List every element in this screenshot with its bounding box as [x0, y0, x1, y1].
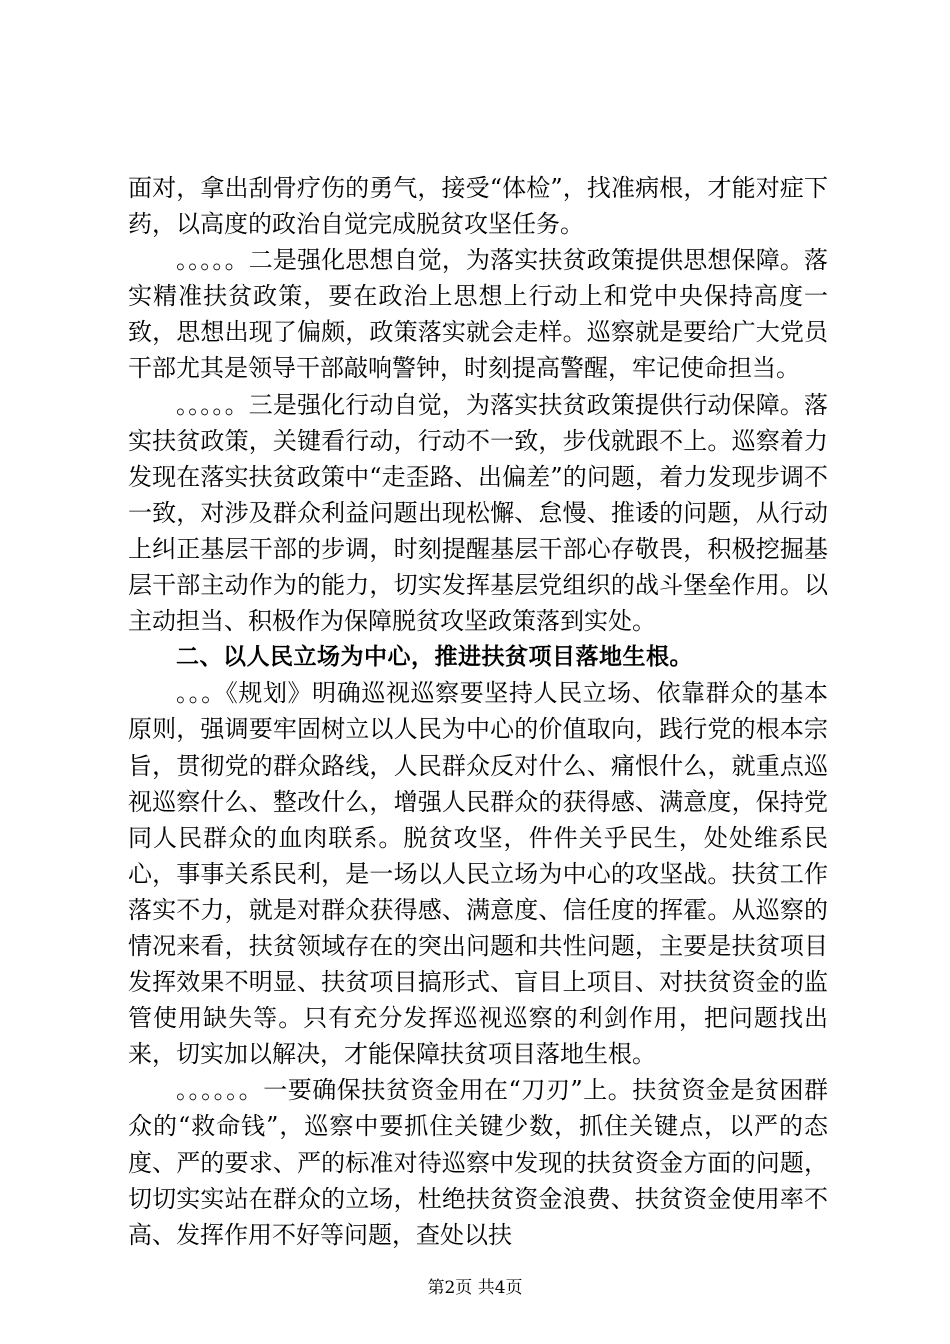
- paragraph-3: 。。。。。三是强化行动自觉，为落实扶贫政策提供行动保障。落实扶贫政策，关键看行动，行动不一致，步伐就跟不上。巡察着力发现在落实扶贫政策中“走歪路、出偏差”的问题，着力发现步调不一致，对涉及群众利益问题出现松懈、怠慢、推诿的问题，从行动上纠正基层干部的步调，时刻提醒基层干部心存敬畏，积极挖掘基层干部主动作为的能力，切实发挥基层党组织的战斗堡垒作用。以主动担当、积极作为保障脱贫攻坚政策落到实处。: [128, 390, 828, 636]
- section-heading: 二、以人民立场为中心，推进扶贫项目落地生根。: [176, 644, 693, 671]
- page-footer: 第2页 共4页: [427, 1278, 523, 1298]
- paragraph-4: 。。。《规划》明确巡视巡察要坚持人民立场、依靠群众的基本原则，强调要牢固树立以人民为中心的价值取向，践行党的根本宗旨，贯彻党的群众路线，人民群众反对什么、痛恨什么，就重点巡视巡察什么、整改什么，增强人民群众的获得感、满意度，保持党同人民群众的血肉联系。脱贫攻坚，件件关乎民生，处处维系民心，事事关系民利，是一场以人民立场为中心的攻坚战。扶贫工作落实不力，就是对群众获得感、满意度、信任度的挥霍。从巡察的情况来看，扶贫领域存在的突出问题和共性问题，主要是扶贫项目发挥效果不明显、扶贫项目搞形式、盲目上项目、对扶贫资金的监管使用缺失等。只有充分发挥巡视巡察的利剑作用，把问题找出来，切实加以解决，才能保障扶贫项目落地生根。: [128, 679, 828, 1069]
- paragraph-1: 面对，拿出刮骨疗伤的勇气，接受“体检”，找准病根，才能对症下药，以高度的政治自觉完成脱贫攻坚任务。: [128, 174, 828, 239]
- document-body: [128, 170, 828, 1253]
- paragraph-2: 。。。。。二是强化思想自觉，为落实扶贫政策提供思想保障。落实精准扶贫政策，要在政治上思想上行动上和党中央保持高度一致，思想出现了偏颇，政策落实就会走样。巡察就是要给广大党员干部尤其是领导干部敲响警钟，时刻提高警醒，牢记使命担当。: [128, 246, 828, 383]
- paragraph-5: 。。。。。。一要确保扶贫资金用在“刀刃”上。扶贫资金是贫困群众的“救命钱”，巡察中要抓住关键少数，抓住关键点，以严的态度、严的要求、严的标准对待巡察中发现的扶贫资金方面的问题，切切实实站在群众的立场，杜绝扶贫资金浪费、扶贫资金使用率不高、发挥作用不好等问题，查处以扶: [128, 1076, 828, 1249]
